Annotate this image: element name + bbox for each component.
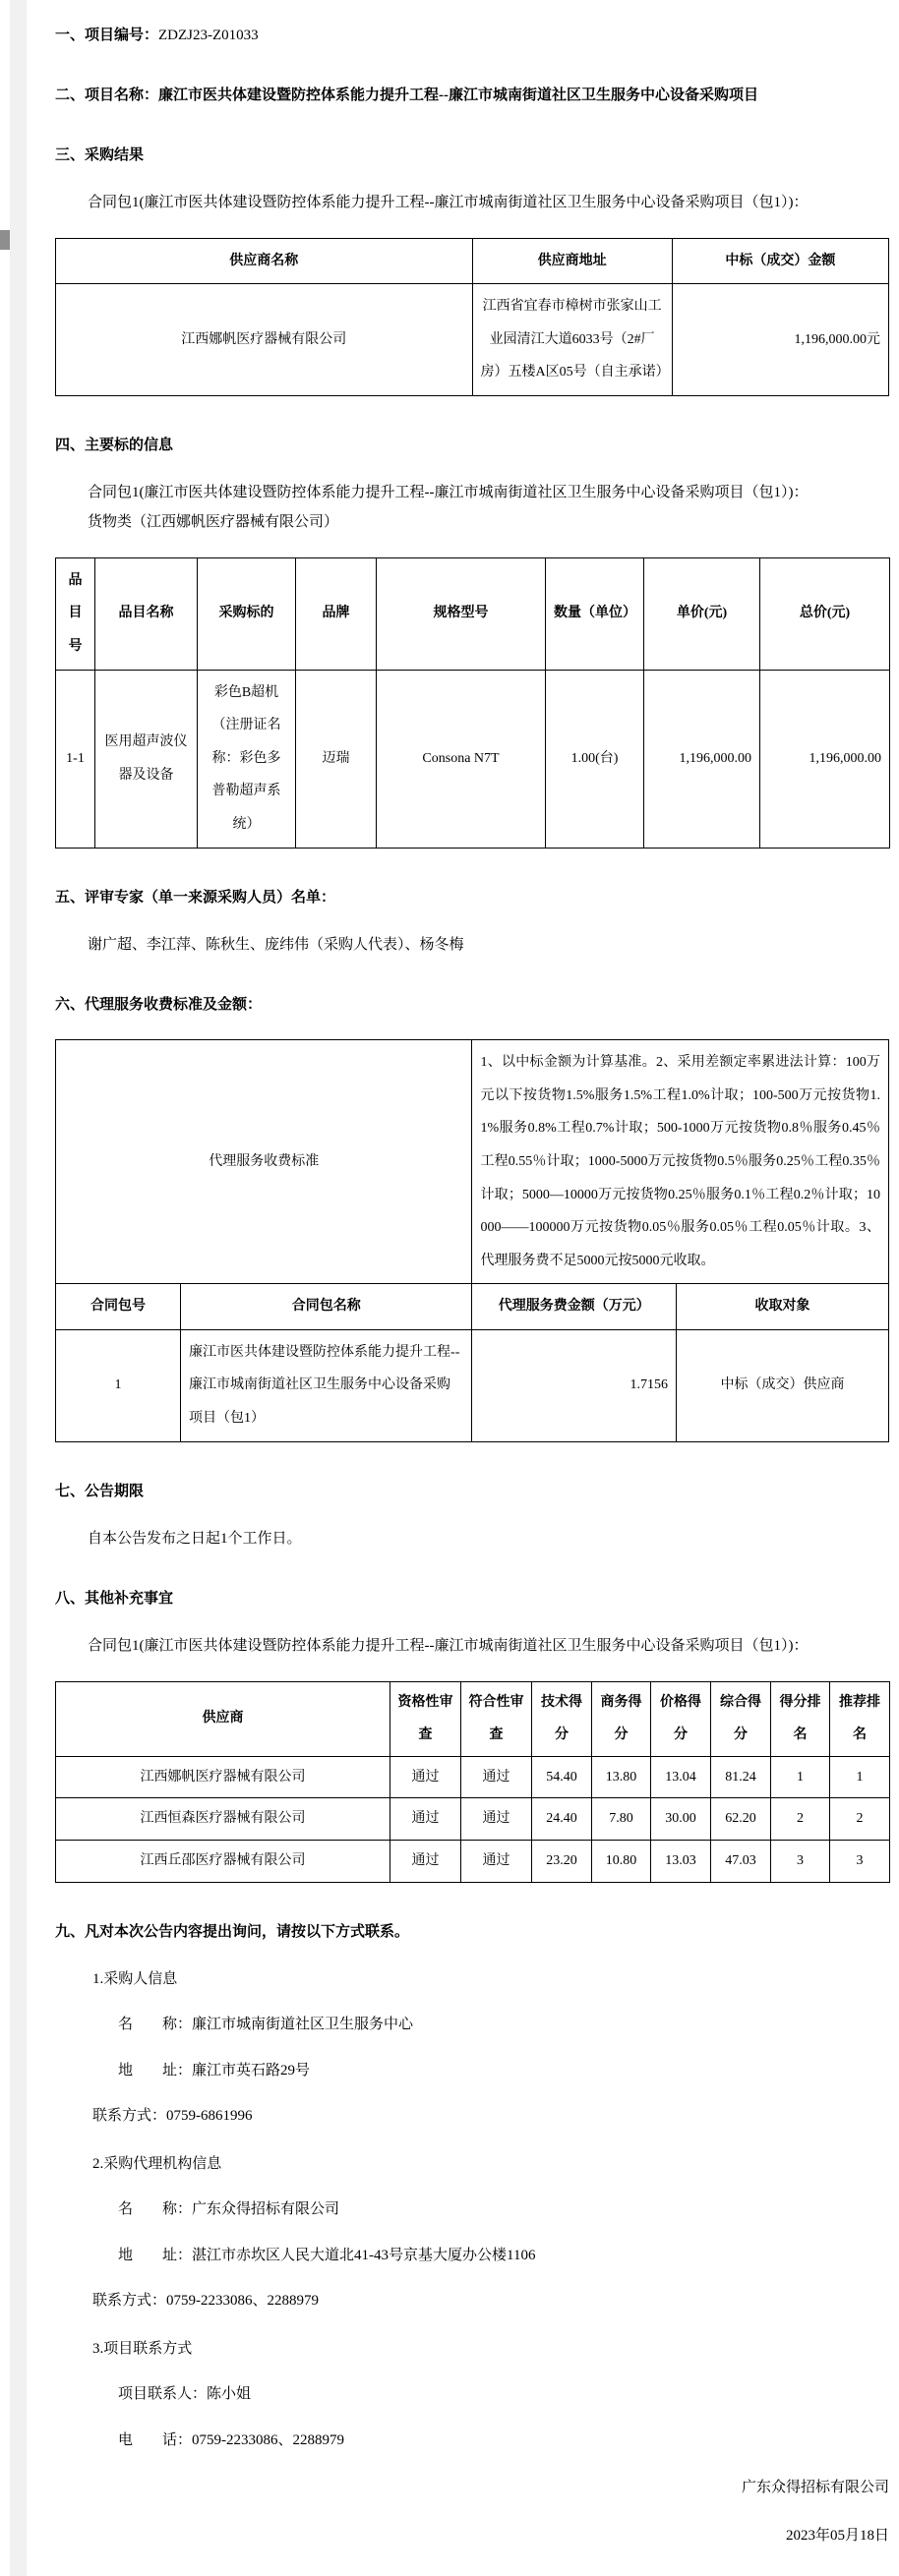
header-technical-score: 技术得分: [532, 1681, 592, 1756]
header-award-amount: 中标（成交）金额: [672, 238, 888, 284]
project-number-label: 一、项目编号：: [55, 28, 159, 43]
table-header-row: [56, 238, 889, 284]
cell-price: 13.03: [651, 1841, 711, 1883]
header-score-rank: 得分排名: [771, 1681, 830, 1756]
items-category-line: 货物类（江西娜帆医疗器械有限公司）: [88, 514, 339, 531]
cell-fee-standard-label: 代理服务收费标准: [56, 1040, 472, 1284]
table-row: [56, 1841, 890, 1883]
cell-business: 13.80: [592, 1756, 651, 1798]
table-row: [56, 284, 889, 396]
header-model: 规格型号: [377, 557, 546, 670]
notice-period-text: 自本公告发布之日起1个工作日。: [88, 1530, 302, 1547]
cell-item-no: 1-1: [56, 670, 95, 848]
cell-score-rank: 2: [771, 1798, 830, 1841]
section-2-heading: 二、项目名称：廉江市医共体建设暨防控体系能力提升工程--廉江市城南街道社区卫生服务中心设备采购项目: [55, 88, 758, 103]
table-row: [56, 1329, 889, 1441]
table-header-row: [56, 1681, 890, 1756]
header-fee-amount: 代理服务费金额（万元）: [472, 1284, 677, 1330]
cell-supplier: 江西娜帆医疗器械有限公司: [56, 1756, 390, 1798]
cell-score-rank: 3: [771, 1841, 830, 1883]
agency-phone-line: 联系方式：0759-2233086、2288979: [92, 2293, 319, 2310]
procurement-result-table: [55, 238, 889, 396]
main-items-table: [55, 557, 890, 849]
table-row: [56, 670, 890, 848]
section-8-heading: 八、其他补充事宜: [55, 1591, 174, 1608]
agency-name-line: 名 称：广东众得招标有限公司: [118, 2201, 340, 2218]
agency-address-line: 地 址：湛江市赤坎区人民大道北41-43号京基大厦办公楼1106: [118, 2247, 536, 2263]
table-row: [56, 1798, 890, 1841]
cell-business: 10.80: [592, 1841, 651, 1883]
cell-procurement-subject: 彩色B超机（注册证名称：彩色多普勒超声系统）: [198, 670, 296, 848]
score-package-line: 合同包1(廉江市医共体建设暨防控体系能力提升工程--廉江市城南街道社区卫生服务中心设备采购项目（包1）)：: [88, 1638, 809, 1655]
header-package-name: 合同包名称: [181, 1284, 472, 1330]
header-procurement-subject: 采购标的: [198, 557, 296, 670]
cell-qualification: 通过: [390, 1841, 461, 1883]
header-price-score: 价格得分: [651, 1681, 711, 1756]
header-supplier: 供应商: [56, 1681, 390, 1756]
cell-award-amount: 1,196,000.00元: [672, 284, 888, 396]
cell-recommend-rank: 2: [830, 1798, 890, 1841]
cell-unit-price: 1,196,000.00: [644, 670, 760, 848]
project-contact-line: 项目联系人：陈小姐: [118, 2386, 252, 2403]
cell-fee-standard-text: 1、以中标金额为计算基准。2、采用差额定率累进法计算：100万元以下按货物1.5%服务1.5%工程1.0%计取；100-500万元按货物1.1%服务0.8%工程0.7%计取；500-1000万元按货物0.8％服务0.45％工程0.55％计取；1000-5000万元按货物0.5％服务0.25％工程0.35％计取；5000—10000万元按货物0.25％服务0.1％工程0.2％计取；10000——100000万元按货物0.05％服务0.05％工程0.05％计取。3、代理服务费不足5000元按5000元收取。: [472, 1040, 889, 1284]
cell-total: 47.03: [711, 1841, 771, 1883]
cell-price: 30.00: [651, 1798, 711, 1841]
header-item-no: 品目号: [56, 557, 95, 670]
cell-supplier: 江西丘邵医疗器械有限公司: [56, 1841, 390, 1883]
cell-total: 81.24: [711, 1756, 771, 1798]
cell-item-name: 医用超声波仪器及设备: [95, 670, 198, 848]
header-fee-payer: 收取对象: [676, 1284, 888, 1330]
agency-info-title: 2.采购代理机构信息: [92, 2155, 222, 2172]
cell-qualification: 通过: [390, 1756, 461, 1798]
footer-date: 2023年05月18日: [785, 2527, 889, 2544]
fee-standard-row: [56, 1040, 889, 1284]
header-total-score: 综合得分: [711, 1681, 771, 1756]
header-brand: 品牌: [296, 557, 377, 670]
cell-score-rank: 1: [771, 1756, 830, 1798]
cell-package-no: 1: [56, 1329, 181, 1441]
announcement-document: [55, 0, 889, 2576]
cell-qualification: 通过: [390, 1798, 461, 1841]
project-contact-title: 3.项目联系方式: [92, 2340, 193, 2357]
left-scrollbar-thumb[interactable]: [0, 230, 10, 250]
cell-price: 13.04: [651, 1756, 711, 1798]
project-phone-line: 电 话：0759-2233086、2288979: [118, 2431, 344, 2448]
table-row: [56, 1756, 890, 1798]
result-package-line: 合同包1(廉江市医共体建设暨防控体系能力提升工程--廉江市城南街道社区卫生服务中心设备采购项目（包1）)：: [88, 195, 809, 210]
cell-package-name: 廉江市医共体建设暨防控体系能力提升工程--廉江市城南街道社区卫生服务中心设备采购项目（包1）: [181, 1329, 472, 1441]
cell-fee-payer: 中标（成交）供应商: [676, 1329, 888, 1441]
header-package-no: 合同包号: [56, 1284, 181, 1330]
section-9-heading: 九、凡对本次公告内容提出询问，请按以下方式联系。: [55, 1923, 410, 1940]
section-6-heading: 六、代理服务收费标准及金额：: [55, 997, 263, 1014]
cell-total: 62.20: [711, 1798, 771, 1841]
cell-total-price: 1,196,000.00: [760, 670, 890, 848]
cell-conformity: 通过: [461, 1798, 532, 1841]
footer-company: 广东众得招标有限公司: [741, 2480, 889, 2496]
cell-technical: 24.40: [532, 1798, 592, 1841]
cell-conformity: 通过: [461, 1756, 532, 1798]
cell-supplier: 江西恒森医疗器械有限公司: [56, 1798, 390, 1841]
section-5-heading: 五、评审专家（单一来源采购人员）名单：: [55, 889, 336, 906]
header-total-price: 总价(元): [760, 557, 890, 670]
agency-fee-table: [55, 1039, 889, 1442]
cell-conformity: 通过: [461, 1841, 532, 1883]
table-header-row: [56, 1284, 889, 1330]
cell-model: Consona N7T: [377, 670, 546, 848]
cell-brand: 迈瑞: [296, 670, 377, 848]
cell-quantity-unit: 1.00(台): [546, 670, 644, 848]
cell-business: 7.80: [592, 1798, 651, 1841]
header-unit-price: 单价(元): [644, 557, 760, 670]
header-business-score: 商务得分: [592, 1681, 651, 1756]
header-conformity-review: 符合性审查: [461, 1681, 532, 1756]
project-number-value: ZDZJ23-Z01033: [158, 28, 259, 43]
header-recommend-rank: 推荐排名: [830, 1681, 890, 1756]
cell-recommend-rank: 3: [830, 1841, 890, 1883]
section-1-heading: [55, 26, 889, 46]
buyer-info-title: 1.采购人信息: [92, 1970, 178, 1987]
cell-supplier-address: 江西省宜春市樟树市张家山工业园清江大道6033号（2#厂房）五楼A区05号（自主承诺）: [472, 284, 672, 396]
buyer-name-line: 名 称：廉江市城南街道社区卫生服务中心: [118, 2017, 414, 2033]
header-supplier-address: 供应商地址: [472, 238, 672, 284]
section-3-heading: 三、采购结果: [55, 147, 145, 163]
experts-list: 谢广超、李江萍、陈秋生、庞纬伟（采购人代表）、杨冬梅: [88, 936, 464, 953]
header-item-name: 品目名称: [95, 557, 198, 670]
header-supplier-name: 供应商名称: [56, 238, 473, 284]
header-qualification-review: 资格性审查: [390, 1681, 461, 1756]
cell-fee-amount: 1.7156: [472, 1329, 677, 1441]
buyer-phone-line: 联系方式：0759-6861996: [92, 2108, 253, 2125]
page-left-gutter: [10, 0, 27, 2576]
supplier-score-table: [55, 1681, 890, 1883]
cell-technical: 54.40: [532, 1756, 592, 1798]
table-header-row: [56, 557, 890, 670]
cell-supplier-name: 江西娜帆医疗器械有限公司: [56, 284, 473, 396]
section-4-heading: 四、主要标的信息: [55, 437, 174, 453]
cell-recommend-rank: 1: [830, 1756, 890, 1798]
header-quantity-unit: 数量（单位）: [546, 557, 644, 670]
section-7-heading: 七、公告期限: [55, 1483, 145, 1499]
cell-technical: 23.20: [532, 1841, 592, 1883]
buyer-address-line: 地 址：廉江市英石路29号: [118, 2062, 311, 2078]
items-package-line: 合同包1(廉江市医共体建设暨防控体系能力提升工程--廉江市城南街道社区卫生服务中心设备采购项目（包1）)：: [88, 484, 809, 500]
